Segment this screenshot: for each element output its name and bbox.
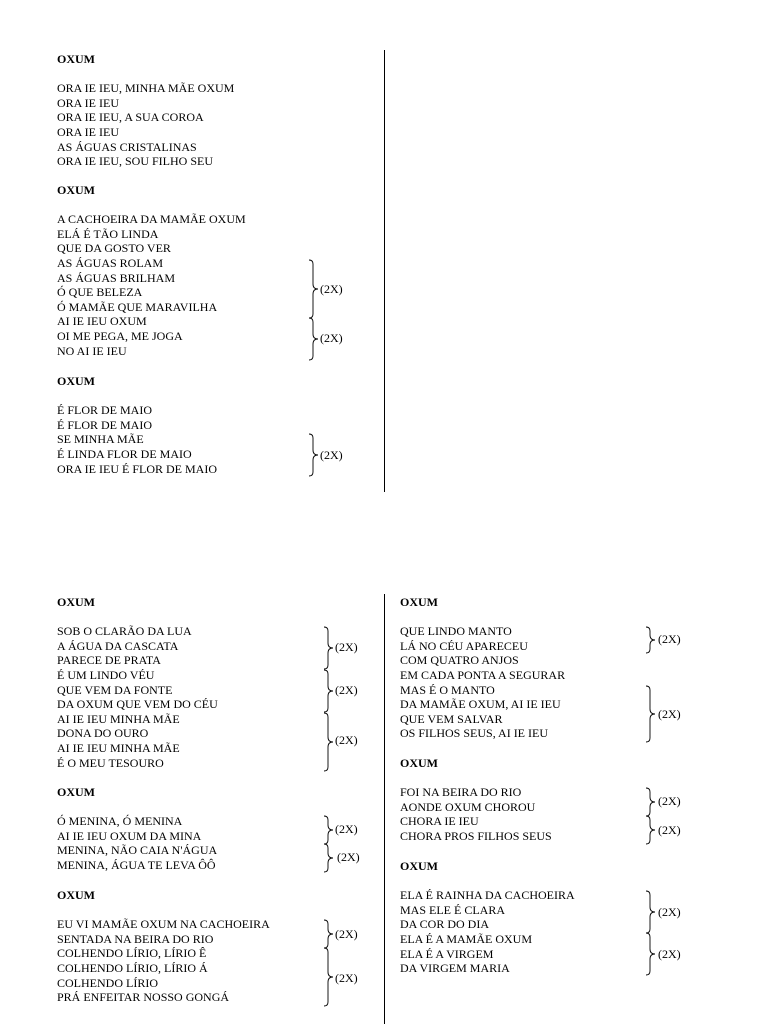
song-title: OXUM: [57, 52, 95, 66]
repeat-brace: [645, 788, 685, 816]
repeat-label: (2X): [320, 282, 343, 296]
song-lines: [57, 81, 234, 169]
song-line: A CACHOEIRA DA MAMÃE OXUM: [57, 212, 246, 227]
song-line: MAS É O MANTO: [400, 682, 495, 697]
repeat-label: (2X): [320, 448, 343, 462]
song-lines: [57, 814, 217, 872]
repeat-brace: [308, 318, 348, 360]
song-line: ORA IE IEU, A SUA COROA: [57, 110, 204, 125]
song-block-7: [400, 595, 565, 741]
song-title: OXUM: [57, 785, 95, 799]
repeat-brace: [323, 627, 363, 669]
repeat-brace: [323, 670, 363, 712]
song-line: MAS ELE É CLARA: [400, 902, 505, 917]
repeat-label: (2X): [658, 947, 681, 961]
song-line: Ó MAMÃE QUE MARAVILHA: [57, 299, 218, 314]
repeat-label: (2X): [335, 971, 358, 985]
repeat-brace: [645, 933, 685, 975]
song-lines: [57, 917, 270, 1005]
repeat-label: (2X): [658, 632, 681, 646]
song-title: OXUM: [57, 183, 95, 197]
column-divider: [384, 594, 385, 1024]
song-line: COLHENDO LÍRIO: [57, 975, 158, 990]
song-line: ORA IE IEU: [57, 124, 119, 139]
repeat-brace: [645, 627, 685, 653]
song-block-6: [57, 888, 270, 1005]
song-title: OXUM: [57, 595, 95, 609]
song-line: FOI NA BEIRA DO RIO: [400, 785, 522, 800]
song-line: QUE VEM DA FONTE: [57, 682, 173, 697]
song-line: PRÁ ENFEITAR NOSSO GONGÁ: [57, 990, 230, 1005]
song-block-4: [57, 595, 218, 770]
song-line: MENINA, ÁGUA TE LEVA ÔÔ: [57, 857, 216, 872]
repeat-label: (2X): [335, 733, 358, 747]
song-line: AS ÁGUAS CRISTALINAS: [57, 139, 197, 154]
song-line: SE MINHA MÃE: [57, 432, 144, 447]
song-lines: [57, 212, 246, 358]
song-block-9: [400, 859, 575, 976]
song-lines: [400, 785, 552, 843]
repeat-label: (2X): [335, 683, 358, 697]
song-line: AS ÁGUAS BRILHAM: [57, 270, 176, 285]
song-line: É FLOR DE MAIO: [57, 403, 152, 418]
repeat-brace: [308, 260, 348, 318]
song-lines: [400, 888, 575, 976]
song-line: A ÁGUA DA CASCATA: [57, 638, 179, 653]
song-title: OXUM: [57, 888, 95, 902]
song-line: ORA IE IEU, SOU FILHO SEU: [57, 154, 213, 169]
song-line: DA COR DO DIA: [400, 917, 490, 932]
repeat-brace: [323, 920, 363, 948]
song-line: AI IE IEU MINHA MÃE: [57, 711, 180, 726]
song-line: COLHENDO LÍRIO, LÍRIO Á: [57, 960, 208, 975]
song-line: LÁ NO CÉU APARECEU: [400, 638, 528, 653]
song-line: QUE DA GOSTO VER: [57, 241, 171, 256]
song-line: CHORA PROS FILHOS SEUS: [400, 828, 552, 843]
song-line: ELÁ É TÃO LINDA: [57, 226, 159, 241]
song-line: AI IE IEU OXUM DA MINA: [57, 828, 202, 843]
repeat-label: (2X): [335, 927, 358, 941]
song-line: AI IE IEU OXUM: [57, 314, 147, 329]
song-line: ELA É A VIRGEM: [400, 946, 494, 961]
song-lines: [400, 624, 565, 741]
song-line: DA MAMÃE OXUM, AI IE IEU: [400, 697, 561, 712]
repeat-brace: [323, 948, 363, 1006]
repeat-label: (2X): [337, 850, 360, 864]
song-line: Ó QUE BELEZA: [57, 285, 143, 300]
repeat-brace: [645, 891, 685, 933]
song-title: OXUM: [400, 595, 438, 609]
song-line: ELA É A MAMÃE OXUM: [400, 931, 533, 946]
song-line: AONDE OXUM CHOROU: [400, 799, 536, 814]
song-line: PARECE DE PRATA: [57, 653, 161, 668]
song-line: EM CADA PONTA A SEGURAR: [400, 667, 566, 682]
song-title: OXUM: [57, 374, 95, 388]
repeat-label: (2X): [658, 794, 681, 808]
song-line: SENTADA NA BEIRA DO RIO: [57, 931, 214, 946]
song-line: CHORA IE IEU: [400, 814, 479, 829]
repeat-label: (2X): [335, 822, 358, 836]
song-line: COM QUATRO ANJOS: [400, 653, 519, 668]
song-block-2: [57, 183, 246, 358]
song-block-3: [57, 374, 217, 476]
song-line: DA OXUM QUE VEM DO CÉU: [57, 697, 218, 712]
song-block-5: [57, 785, 217, 873]
song-line: AS ÁGUAS ROLAM: [57, 255, 164, 270]
song-title: OXUM: [400, 859, 438, 873]
song-line: NO AI IE IEU: [57, 343, 127, 358]
song-line: EU VI MAMÃE OXUM NA CACHOEIRA: [57, 917, 270, 932]
song-line: É LINDA FLOR DE MAIO: [57, 446, 192, 461]
song-block-1: [57, 52, 234, 169]
song-line: QUE LINDO MANTO: [400, 624, 512, 639]
repeat-brace: [323, 713, 363, 771]
song-line: É FLOR DE MAIO: [57, 417, 152, 432]
song-title: OXUM: [400, 756, 438, 770]
repeat-brace: [323, 816, 363, 844]
song-line: DA VIRGEM MARIA: [400, 961, 510, 976]
song-line: É UM LINDO VÉU: [57, 667, 155, 682]
repeat-brace: [645, 816, 685, 844]
song-line: ELA É RAINHA DA CACHOEIRA: [400, 888, 575, 903]
song-line: MENINA, NÃO CAIA N'ÁGUA: [57, 843, 218, 858]
song-line: ORA IE IEU, MINHA MÃE OXUM: [57, 81, 235, 96]
repeat-brace: [645, 686, 685, 742]
song-line: SOB O CLARÃO DA LUA: [57, 624, 192, 639]
song-lines: [57, 624, 218, 770]
song-line: ORA IE IEU É FLOR DE MAIO: [57, 461, 217, 476]
song-line: É O MEU TESOURO: [57, 755, 164, 770]
column-divider: [384, 50, 385, 492]
song-line: ORA IE IEU: [57, 95, 119, 110]
song-line: OI ME PEGA, ME JOGA: [57, 328, 183, 343]
repeat-label: (2X): [335, 640, 358, 654]
song-line: COLHENDO LÍRIO, LÍRIO Ê: [57, 946, 207, 961]
song-block-8: [400, 756, 552, 844]
song-line: AI IE IEU MINHA MÃE: [57, 740, 180, 755]
song-lines: [57, 403, 217, 476]
repeat-label: (2X): [658, 905, 681, 919]
repeat-brace: [308, 434, 348, 476]
repeat-brace: [323, 844, 363, 872]
repeat-label: (2X): [658, 823, 681, 837]
song-line: OS FILHOS SEUS, AI IE IEU: [400, 726, 549, 741]
song-line: QUE VEM SALVAR: [400, 711, 503, 726]
repeat-label: (2X): [658, 707, 681, 721]
song-line: Ó MENINA, Ó MENINA: [57, 814, 183, 829]
song-line: DONA DO OURO: [57, 726, 149, 741]
repeat-label: (2X): [320, 331, 343, 345]
